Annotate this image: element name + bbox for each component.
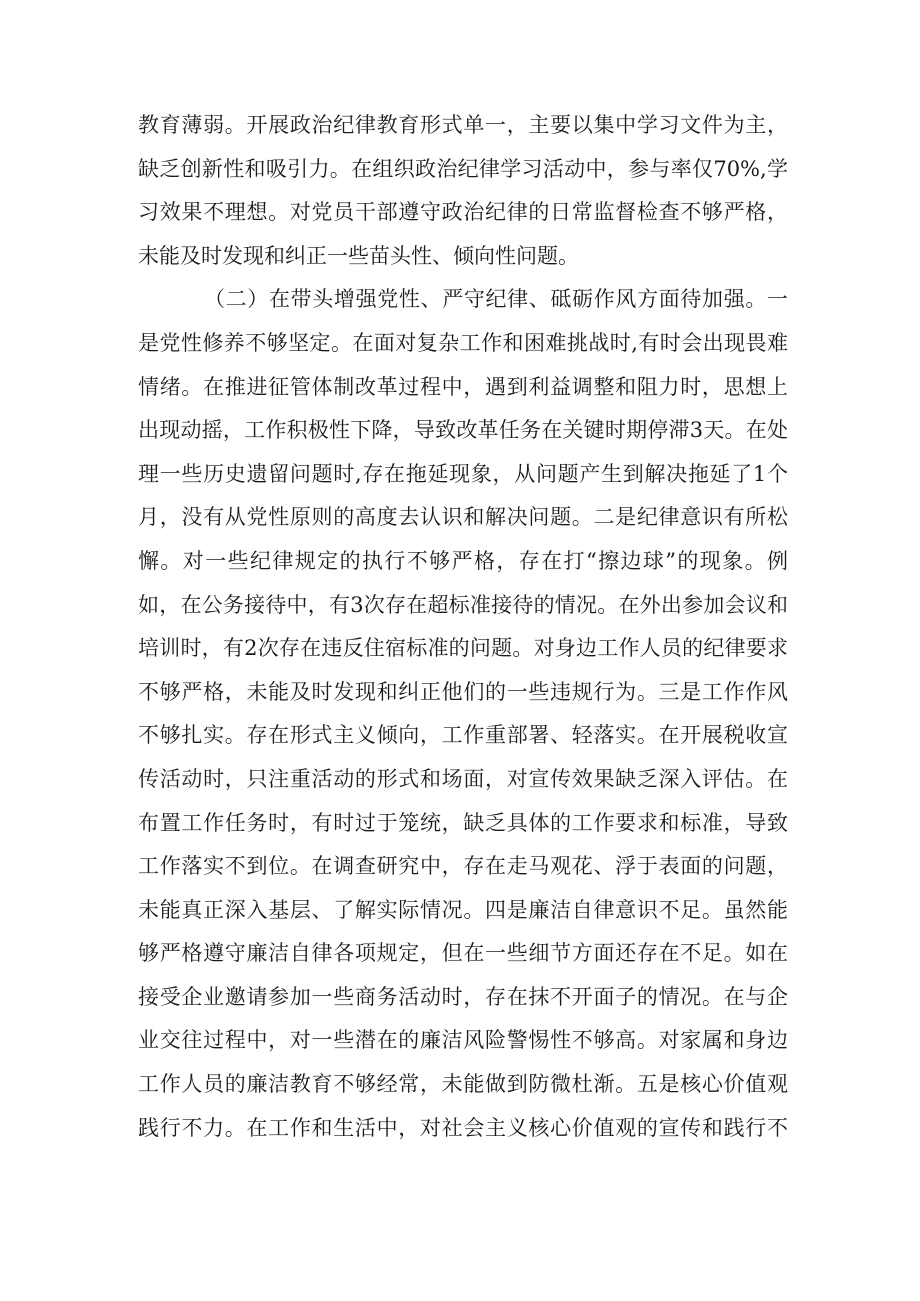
text-line: 不够严格，未能及时发现和纠正他们的一些违规行为。三是工作作风	[138, 679, 788, 704]
text-line: 够严格遵守廉洁自律各项规定，但在一些细节方面还存在不足。如在	[138, 941, 788, 966]
text-line: 如，在公务接待中，有3次存在超标准接待的情况。在外出参加会议和	[138, 592, 788, 617]
text-line: （二）在带头增强党性、严守纪律、砥砺作风方面待加强。一	[204, 287, 788, 312]
paragraph	[138, 278, 788, 1150]
text-line: 不够扎实。存在形式主义倾向，工作重部署、轻落实。在开展税收宣	[138, 723, 788, 748]
paragraph	[138, 104, 788, 278]
text-line: 工作人员的廉洁教育不够经常，未能做到防微杜渐。五是核心价值观	[138, 1072, 788, 1097]
text-line: 接受企业邀请参加一些商务活动时，存在抹不开面子的情况。在与企	[138, 984, 788, 1009]
text-line: 践行不力。在工作和生活中，对社会主义核心价值观的宣传和践行不	[138, 1115, 788, 1140]
text-line: 培训时，有2次存在违反住宿标准的问题。对身边工作人员的纪律要求	[138, 636, 788, 661]
text-line: 传活动时，只注重活动的形式和场面，对宣传效果缺乏深入评估。在	[138, 766, 788, 791]
document-body	[138, 104, 788, 1150]
text-line: 未能真正深入基层、了解实际情况。四是廉洁自律意识不足。虽然能	[138, 897, 788, 922]
text-line: 懈。对一些纪律规定的执行不够严格，存在打“擦边球”的现象。例	[138, 548, 788, 573]
text-line: 业交往过程中，对一些潜在的廉洁风险警惕性不够高。对家属和身边	[138, 1028, 788, 1053]
text-line: 工作落实不到位。在调查研究中，存在走马观花、浮于表面的问题，	[138, 854, 788, 879]
text-line: 教育薄弱。开展政治纪律教育形式单一，主要以集中学习文件为主，	[138, 113, 788, 137]
text-line: 缺乏创新性和吸引力。在组织政治纪律学习活动中，参与率仅70%,学	[138, 156, 788, 181]
text-line: 理一些历史遗留问题时,存在拖延现象，从问题产生到解决拖延了1个	[138, 461, 788, 486]
text-line: 布置工作任务时，有时过于笼统，缺乏具体的工作要求和标准，导致	[138, 810, 788, 835]
text-line: 习效果不理想。对党员干部遵守政治纪律的日常监督检查不够严格，	[138, 200, 788, 225]
text-line: 出现动摇，工作积极性下降，导致改革任务在关键时期停滞3天。在处	[138, 418, 788, 443]
text-line: 是党性修养不够坚定。在面对复杂工作和困难挑战时,有时会出现畏难	[138, 330, 788, 355]
text-line: 情绪。在推进征管体制改革过程中，遇到利益调整和阻力时，思想上	[138, 374, 788, 399]
text-line: 月，没有从党性原则的高度去认识和解决问题。二是纪律意识有所松	[138, 505, 788, 530]
text-line: 未能及时发现和纠正一些苗头性、倾向性问题。	[138, 243, 579, 268]
